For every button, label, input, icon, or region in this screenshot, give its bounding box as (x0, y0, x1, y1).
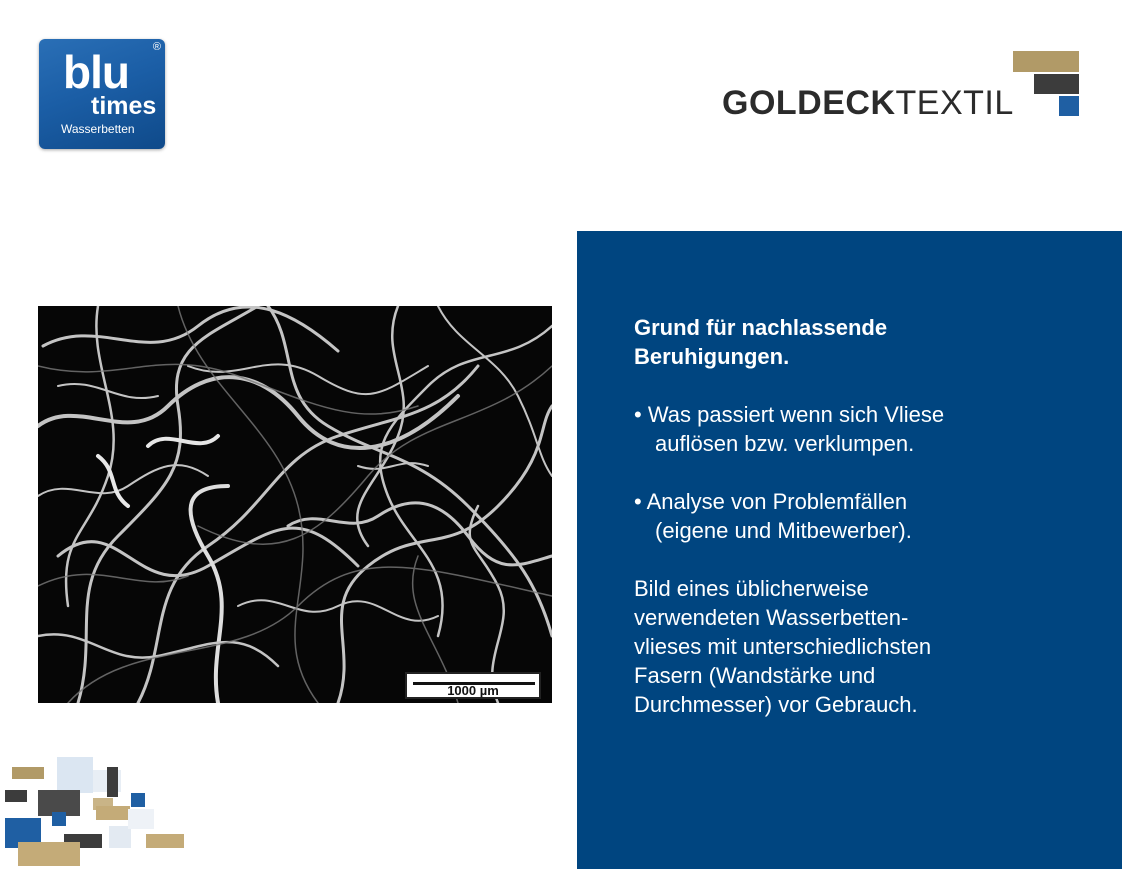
goldeck-gold-block-icon (1013, 51, 1079, 72)
goldeck-wordmark (722, 86, 1014, 120)
goldeck-light-text: TEXTIL (895, 84, 1014, 122)
logo-times-text: times (91, 92, 157, 120)
fiber-strands-graphic (38, 306, 552, 703)
bullet-1-line-1: • Was passiert wenn sich Vliese (634, 402, 945, 427)
scale-bar-label: 1000 µm (447, 683, 499, 698)
scale-bar (405, 672, 541, 699)
mosaic-tile (109, 826, 131, 848)
logo-blu-text: blu (63, 46, 129, 98)
blu-times-logo (39, 39, 165, 149)
description-line-3: vlieses mit unterschiedlichsten (634, 634, 932, 659)
mosaic-tile (107, 767, 118, 797)
goldeck-dark-block-icon (1034, 74, 1079, 94)
description-line-4: Fasern (Wandstärke und (634, 663, 876, 688)
mosaic-tile (12, 767, 44, 779)
text-panel (577, 231, 1122, 869)
fiber-microscope-image (38, 306, 552, 703)
mosaic-tile (5, 790, 27, 802)
goldeck-bold-text: GOLDECK (722, 84, 896, 122)
mosaic-tile (52, 812, 66, 826)
panel-title-line-2: Beruhigungen. (634, 344, 790, 369)
panel-text-block (634, 313, 1104, 719)
mosaic-tile (128, 809, 154, 829)
goldeck-blue-block-icon (1059, 96, 1079, 116)
mosaic-tile (57, 757, 93, 793)
bullet-2-line-1: • Analyse von Problemfällen (634, 489, 908, 514)
mosaic-tile (146, 834, 184, 848)
mosaic-tile (18, 842, 80, 866)
description-line-1: Bild eines üblicherweise (634, 576, 869, 601)
description-line-5: Durchmesser) vor Gebrauch. (634, 692, 918, 717)
logo-wasserbetten-text: Wasserbetten (61, 122, 135, 136)
panel-title-line-1: Grund für nachlassende (634, 315, 888, 340)
bullet-1-line-2: auflösen bzw. verklumpen. (655, 431, 915, 456)
bullet-2-line-2: (eigene und Mitbewerber). (655, 518, 912, 543)
registered-mark: ® (152, 41, 161, 53)
mosaic-tile (131, 793, 145, 807)
mosaic-tile (96, 806, 130, 820)
description-line-2: verwendeten Wasserbetten- (634, 605, 909, 630)
